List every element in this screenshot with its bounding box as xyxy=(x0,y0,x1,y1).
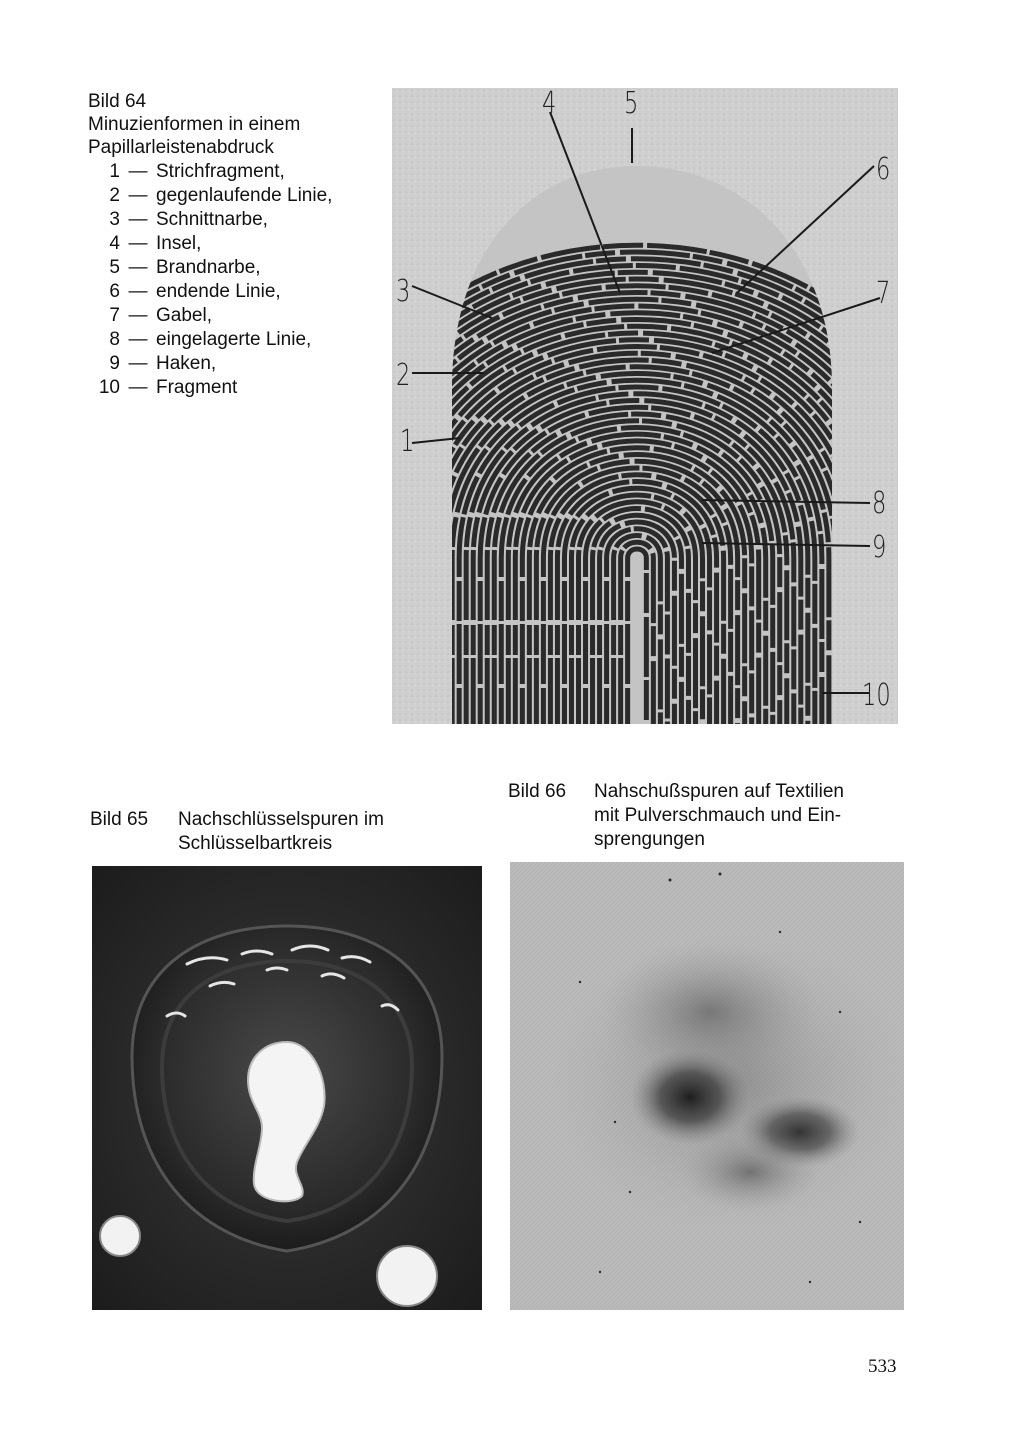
legend-item xyxy=(88,280,281,304)
marker-8: 8 xyxy=(872,486,887,521)
legend-item xyxy=(88,184,332,208)
legend-text: Insel, xyxy=(156,233,202,254)
legend-number: 5 xyxy=(109,257,120,278)
legend-dash: — xyxy=(128,281,148,302)
figure64-label: Bild 64 xyxy=(88,91,147,112)
legend-number: 9 xyxy=(109,353,120,374)
keyhole-photo xyxy=(92,866,482,1310)
legend-number: 6 xyxy=(109,281,120,302)
legend-dash: — xyxy=(128,257,148,278)
marker-10: 10 xyxy=(862,678,891,713)
figure66-label: Bild 66 xyxy=(508,781,567,802)
figure66-caption-line1: Nahschußspuren auf Textilien xyxy=(594,781,844,802)
legend-number: 2 xyxy=(109,185,120,206)
legend-text: Strichfragment, xyxy=(156,161,285,182)
legend-item xyxy=(88,376,237,400)
fingerprint-photo xyxy=(392,88,898,724)
marker-2: 2 xyxy=(396,358,411,393)
legend-dash: — xyxy=(128,377,148,398)
legend-text: Gabel, xyxy=(156,305,212,326)
figure66-caption-line3: sprengungen xyxy=(594,829,705,850)
legend-dash: — xyxy=(128,233,148,254)
figure66-caption-line2: mit Pulverschmauch und Ein- xyxy=(594,805,842,826)
marker-5: 5 xyxy=(624,88,639,121)
legend-number: 7 xyxy=(109,305,120,326)
legend-number: 3 xyxy=(109,209,120,230)
fingerprint-image xyxy=(392,88,898,724)
marker-7: 7 xyxy=(876,276,891,311)
marker-9: 9 xyxy=(872,530,887,565)
legend-text: endende Linie, xyxy=(156,281,281,302)
legend-text: Haken, xyxy=(156,353,217,374)
keyhole-image xyxy=(92,866,482,1310)
legend-number: 1 xyxy=(109,161,120,182)
legend-item xyxy=(88,304,212,328)
figure64-title-line2: Papillarleistenabdruck xyxy=(88,137,274,158)
legend-text: Schnittnarbe, xyxy=(156,209,268,230)
legend-dash: — xyxy=(128,209,148,230)
figure65-caption-line1: Nachschlüsselspuren im xyxy=(178,809,384,830)
marker-3: 3 xyxy=(396,274,411,309)
legend-item xyxy=(88,232,201,256)
legend-dash: — xyxy=(128,305,148,326)
legend-text: gegenlaufende Linie, xyxy=(156,185,333,206)
page-number: 533 xyxy=(868,1356,897,1377)
legend-dash: — xyxy=(128,185,148,206)
textile-image xyxy=(510,862,904,1310)
figure64-title-line1: Minuzienformen in einem xyxy=(88,114,301,135)
legend-dash: — xyxy=(128,353,148,374)
legend-item xyxy=(88,208,268,232)
legend-item xyxy=(88,328,311,352)
figure65-label: Bild 65 xyxy=(90,809,149,830)
legend-number: 10 xyxy=(98,377,120,398)
legend-text: eingelagerte Linie, xyxy=(156,329,312,350)
legend-item xyxy=(88,256,261,280)
figure65-caption-line2: Schlüsselbartkreis xyxy=(178,833,333,854)
textile-photo xyxy=(510,862,904,1310)
marker-1: 1 xyxy=(400,424,415,459)
legend-dash: — xyxy=(128,161,148,182)
legend-number: 8 xyxy=(109,329,120,350)
legend-item xyxy=(88,352,216,376)
legend-item xyxy=(88,160,285,184)
legend-text: Brandnarbe, xyxy=(156,257,261,278)
legend-dash: — xyxy=(128,329,148,350)
marker-6: 6 xyxy=(876,152,891,187)
legend-number: 4 xyxy=(109,233,120,254)
marker-4: 4 xyxy=(542,88,557,121)
legend-text: Fragment xyxy=(156,377,238,398)
